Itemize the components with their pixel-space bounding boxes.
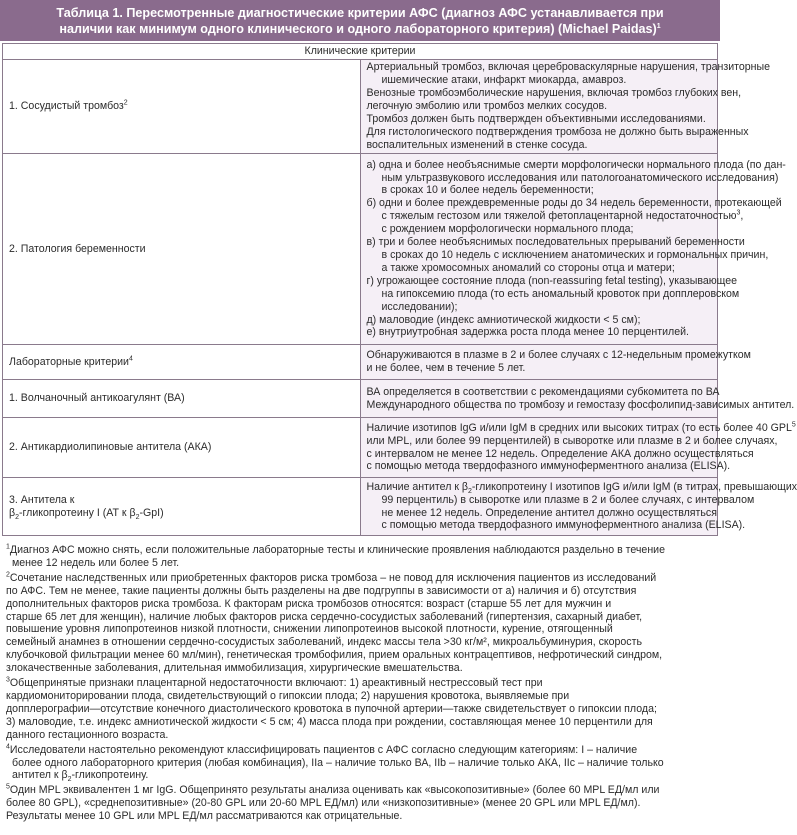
clinical-criteria-header-row xyxy=(3,44,718,60)
beta2-glycoprotein-text: Наличие антител к $\beta_2$-гликопротеину I изотипов IgG и/или IgM (в титрах, превышающих 99 перцентиль) в сыворотке или плазме в 2 и более случаях, с интервалом не менее 12 недель. Определение антител должно осуществляться с помощью метода твердофазного иммуноферментного анализа (ELISA). xyxy=(360,478,718,536)
lupus-anticoagulant-label: 1. Волчаночный антикоагулянт (ВА) xyxy=(3,380,361,418)
footnote-2: $^2$Сочетание наследственных или приобретенных факторов риска тромбоза – не повод для исключения пациентов из исследований по АФС. Тем не менее, такие пациенты должны быть разделены на две подгруппы в зависимости от а) наличия и б) отсутствия дополнительных факторов риска тромбоза. К факторам риска тромбозов относятся: возраст (старше 55 лет для мужчин и старше 65 лет для женщин), наличие любых факторов риска сердечно-сосудистых заболеваний (гипертензия, сахарный диабет, повышение уровня липопротеинов низкой плотности, снижении липопротеинов высокой плотности, курение, отягощенный семейный анамнез в отношении сердечно-сосудистых заболеваний, индекс массы тела >30 кг/м², микроальбуминурия, скорость клубочковой фильтрации менее 60 мл/мин), генетическая тромбофилия, прием оральных контрацептивов, нефротический синдром, злокачественные заболевания, длительная иммобилизация, хирургические вмешательства. xyxy=(6,571,663,675)
beta2-glycoprotein-label: 3. Антитела к $\beta_2$-гликопротеину I (АТ к $\beta_2-GpI$) xyxy=(3,478,361,536)
criteria-table xyxy=(2,43,797,536)
lupus-anticoagulant-row xyxy=(3,380,718,418)
anticardiolipin-text: Наличие изотипов IgG и/или IgM в средних или высоких титрах (то есть более 40 GPL$^5$ или MPL, или более 99 перцентилей) в сыворотке или плазме в 2 и более случаях, с интервалом не менее 12 недель. Определение АКА должно осуществляться с помощью метода твердофазного иммуноферментного анализа (ELISA). xyxy=(360,418,718,478)
lupus-anticoagulant-text: ВА определяется в соответствии с рекомендациями субкомитета по ВА Международного общества по тромбозу и гемостазу фосфолипид-зависимых антител. xyxy=(360,380,718,418)
lab-criteria-row xyxy=(3,345,718,380)
lab-criteria-label: Лабораторные критерии$^4$ xyxy=(3,345,361,380)
lab-criteria-text: Обнаруживаются в плазме в 2 и более случаях с 12-недельным промежутком и не более, чем в течение 5 лет. xyxy=(360,345,718,380)
footnote-4: $^4$Исследователи настоятельно рекомендуют классифицировать пациентов с АФС согласно следующим категориям: I – наличие более одного лабораторного критерия (любая комбинация), IIa – наличие только ВА, IIb – наличие только АКА, IIc – наличие только антител к $\beta_2$-гликопротеину. xyxy=(6,743,664,784)
clinical-criteria-header: Клинические критерии xyxy=(3,44,718,60)
footnote-1: $^1$Диагноз АФС можно снять, если положительные лабораторные тесты и клинические проявления наблюдаются раздельно в течение менее 12 недель или более 5 лет. xyxy=(6,543,665,569)
pregnancy-pathology-row xyxy=(3,154,718,345)
footnote-3: $^3$Общепринятые признаки плацентарной недостаточности включают: 1) ареактивный нестрессовый тест при кардиомониторировании плода, свидетельствующий о гипоксии плода; 2) нарушения кровотока, выявляемые при допплерографии—отсутствие конечного диастолического кровотока в пупочной артерии—также свидетельствует о гипоксии плода; 3) маловодие, т.е. индекс амниотической жидкости < 5 см; 4) масса плода при рождении, составляющая менее 10 перцентили для данного гестационного возраста. xyxy=(6,676,657,741)
vascular-thrombosis-label: 1. Сосудистый тромбоз$^2$ xyxy=(3,60,361,154)
vascular-thrombosis-text: Артериальный тромбоз, включая цереброваскулярные нарушения, транзиторные ишемические атаки, инфаркт миокарда, амавроз. Венозные тромбоэмболические нарушения, включая тромбоз глубоких вен, легочную эмболию или тромбоз мелких сосудов. Тромбоз должен быть подтвержден объективными исследованиями. Для гистологического подтверждения тромбоза не должно быть выраженных воспалительных изменений в стенке сосуда. xyxy=(360,60,718,154)
table-title-line2: наличии как минимум одного клинического и одного лабораторного критерия) (Michael Paidas)$^1$ xyxy=(59,22,661,36)
vascular-thrombosis-row xyxy=(3,60,718,154)
footnotes xyxy=(6,544,714,823)
footnote-5: $^5$Один MPL эквивалентен 1 мг IgG. Общепринято результаты анализа оценивать как «высокопозитивные» (более 60 MPL ЕД/мл или более 80 GPL), «среднепозитивные» (20-80 GPL или 20-60 MPL ЕД/мл) или «низкопозитивные» (менее 20 GPL или MPL ЕД/мл). Результаты менее 10 GPL или MPL ЕД/мл рассматриваются как отрицательные. xyxy=(6,783,660,823)
table-title xyxy=(0,0,720,41)
table-title-line1: Таблица 1. Пересмотренные диагностические критерии АФС (диагноз АФС устанавливается при xyxy=(56,6,664,20)
beta2-glycoprotein-row xyxy=(3,478,718,536)
pregnancy-pathology-label: 2. Патология беременности xyxy=(3,154,361,345)
anticardiolipin-label: 2. Антикардиолипиновые антитела (АКА) xyxy=(3,418,361,478)
anticardiolipin-row xyxy=(3,418,718,478)
pregnancy-pathology-text: а) одна и более необъяснимые смерти морфологически нормального плода (по дан- ным ультразвукового исследования или патологоанатомического исследования) в сроках 10 и более недель беременности; б) одни и более преждевременные роды до 34 недель беременности, протекающей с тяжелым гестозом или тяжелой фетоплацентарной недостаточностью$^3$, с рождением морфологически нормального плода; в) три и более необъяснимых последовательных прерываний беременности в сроках до 10 недель с исключением анатомических и гормональных причин, а также хромосомных аномалий со стороны отца и матери; г) угрожающее состояние плода (non-reassuring fetal testing), указывающее на гипоксемию плода (то есть аномальный кровоток при допплеровском исследовании); д) маловодие (индекс амниотической жидкости < 5 см); е) внутриутробная задержка роста плода менее 10 перцентилей. xyxy=(360,154,718,345)
